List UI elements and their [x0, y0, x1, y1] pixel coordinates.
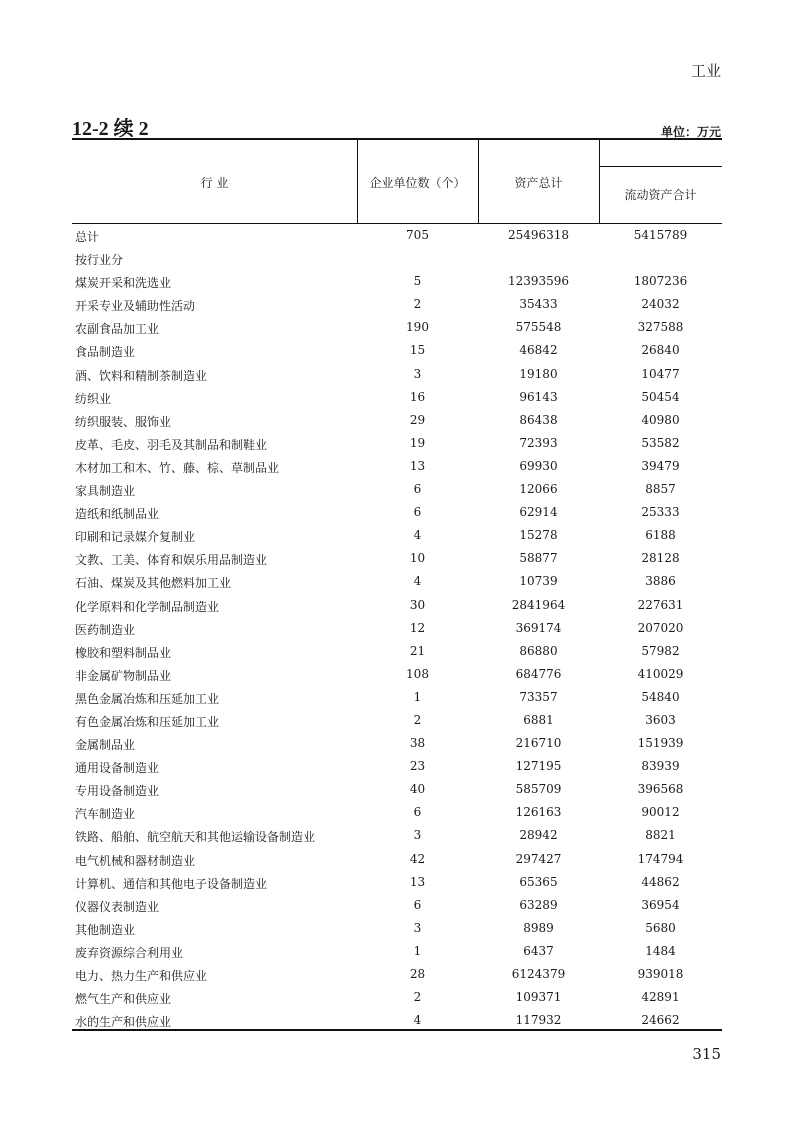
- row-current-assets: 44862: [641, 874, 680, 889]
- row-enterprise-units: 4: [413, 528, 422, 543]
- bottom-rule: [72, 1029, 722, 1031]
- row-current-assets: 8857: [645, 482, 676, 497]
- table-row: [72, 570, 722, 593]
- row-enterprise-units: 108: [406, 666, 429, 681]
- row-current-assets: 90012: [641, 805, 680, 820]
- row-industry: 食品制造业: [75, 345, 136, 360]
- table-row: [72, 709, 722, 732]
- row-total-assets: 216710: [515, 736, 562, 751]
- section-label: 工业: [690, 62, 721, 80]
- row-industry: 按行业分: [75, 253, 124, 268]
- table-row: [72, 732, 722, 755]
- row-total-assets: 117932: [515, 1013, 562, 1028]
- row-enterprise-units: 16: [409, 389, 426, 404]
- table-row: [72, 432, 722, 455]
- row-enterprise-units: 30: [409, 597, 426, 612]
- table-header: [72, 140, 722, 224]
- row-current-assets: 25333: [641, 505, 680, 520]
- table-row: [72, 663, 722, 686]
- table-row: [72, 778, 722, 801]
- table-row: [72, 594, 722, 617]
- row-enterprise-units: 190: [406, 320, 429, 335]
- table-row: [72, 524, 722, 547]
- row-industry: 化学原料和化学制品制造业: [75, 599, 220, 614]
- row-total-assets: 126163: [515, 805, 562, 820]
- row-enterprise-units: 28: [409, 967, 426, 981]
- table-row: [72, 247, 722, 270]
- header-current-label: 流动资产合计: [624, 188, 697, 202]
- header-units-label: 企业单位数（个）: [369, 176, 466, 190]
- row-enterprise-units: 1: [413, 689, 422, 704]
- row-enterprise-units: 6: [413, 897, 422, 912]
- row-enterprise-units: 12: [409, 620, 426, 635]
- row-current-assets: 83939: [641, 759, 680, 774]
- row-total-assets: 12393596: [507, 274, 570, 289]
- row-total-assets: 297427: [515, 851, 562, 866]
- row-current-assets: 40980: [641, 412, 680, 427]
- row-current-assets: 207020: [637, 620, 684, 635]
- row-enterprise-units: 13: [409, 874, 426, 889]
- row-enterprise-units: 21: [409, 643, 426, 658]
- row-industry: 印刷和记录媒介复制业: [75, 530, 196, 545]
- row-enterprise-units: 3: [413, 920, 422, 935]
- table-row: [72, 824, 722, 847]
- row-total-assets: 73357: [519, 689, 558, 704]
- row-industry: 燃气生产和供应业: [75, 992, 172, 1007]
- row-current-assets: 174794: [637, 851, 684, 866]
- row-industry: 黑色金属冶炼和压延加工业: [75, 691, 220, 706]
- table-row: [72, 455, 722, 478]
- row-total-assets: 6881: [523, 712, 554, 727]
- row-enterprise-units: 2: [413, 297, 422, 312]
- row-enterprise-units: 38: [409, 736, 426, 751]
- row-current-assets: 57982: [641, 643, 680, 658]
- row-total-assets: 127195: [515, 759, 562, 774]
- row-current-assets: 410029: [637, 666, 684, 681]
- row-total-assets: 28942: [519, 828, 558, 843]
- row-total-assets: 575548: [515, 320, 562, 335]
- row-enterprise-units: 4: [413, 1013, 422, 1028]
- table-row: [72, 293, 722, 316]
- row-enterprise-units: 3: [413, 366, 422, 381]
- row-enterprise-units: 705: [406, 228, 429, 242]
- page-number: 315: [692, 1045, 721, 1063]
- row-current-assets: 42891: [641, 990, 680, 1005]
- row-total-assets: 86880: [519, 643, 558, 658]
- header-assets-label: 资产总计: [514, 176, 563, 190]
- table-row: [72, 986, 722, 1009]
- table-row: [72, 894, 722, 917]
- row-current-assets: 8821: [645, 828, 676, 843]
- row-enterprise-units: 40: [409, 782, 426, 797]
- row-total-assets: 86438: [519, 412, 558, 427]
- row-current-assets: 5415789: [633, 228, 688, 242]
- row-current-assets: 54840: [641, 689, 680, 704]
- row-industry: 通用设备制造业: [75, 761, 160, 776]
- row-total-assets: 2841964: [511, 597, 566, 612]
- row-current-assets: 6188: [645, 528, 676, 543]
- table-row: [72, 363, 722, 386]
- row-total-assets: 109371: [515, 990, 562, 1005]
- row-current-assets: 10477: [641, 366, 680, 381]
- table-row: [72, 224, 722, 247]
- row-industry: 汽车制造业: [75, 807, 136, 822]
- row-current-assets: 151939: [637, 736, 684, 751]
- row-total-assets: 35433: [519, 297, 558, 312]
- table-row: [72, 501, 722, 524]
- table-row: [72, 917, 722, 940]
- header-enterprise-units: [357, 140, 479, 223]
- row-enterprise-units: 19: [409, 435, 426, 450]
- row-current-assets: 24032: [641, 297, 680, 312]
- row-current-assets: 50454: [641, 389, 680, 404]
- row-current-assets: 39479: [641, 458, 680, 473]
- row-total-assets: 12066: [519, 482, 558, 497]
- row-industry: 电力、热力生产和供应业: [75, 969, 208, 983]
- row-industry: 医药制造业: [75, 622, 136, 637]
- header-industry-label: 行 业: [200, 176, 229, 190]
- row-total-assets: 8989: [523, 920, 554, 935]
- row-industry: 其他制造业: [75, 922, 136, 937]
- table-row: [72, 547, 722, 570]
- row-current-assets: 1484: [645, 943, 676, 958]
- row-industry: 计算机、通信和其他电子设备制造业: [75, 876, 268, 891]
- row-enterprise-units: 1: [413, 943, 422, 958]
- header-current-assets: [599, 140, 722, 223]
- row-total-assets: 19180: [519, 366, 558, 381]
- row-enterprise-units: 42: [409, 851, 426, 866]
- row-enterprise-units: 2: [413, 712, 422, 727]
- row-industry: 纺织业: [75, 391, 112, 406]
- table-row: [72, 409, 722, 432]
- row-total-assets: 684776: [515, 666, 562, 681]
- row-industry: 铁路、船舶、航空航天和其他运输设备制造业: [75, 830, 316, 845]
- row-total-assets: 6437: [523, 943, 554, 958]
- row-enterprise-units: 3: [413, 828, 422, 843]
- row-industry: 皮革、毛皮、羽毛及其制品和制鞋业: [75, 437, 268, 452]
- row-industry: 橡胶和塑料制品业: [75, 645, 172, 660]
- row-industry: 石油、煤炭及其他燃料加工业: [75, 576, 232, 591]
- row-enterprise-units: 2: [413, 990, 422, 1005]
- row-industry: 专用设备制造业: [75, 784, 160, 799]
- row-enterprise-units: 15: [409, 343, 426, 358]
- row-current-assets: 26840: [641, 343, 680, 358]
- row-total-assets: 369174: [515, 620, 562, 635]
- table-row: [72, 755, 722, 778]
- row-industry: 纺织服装、服饰业: [75, 414, 172, 429]
- row-industry: 废弃资源综合利用业: [75, 945, 184, 960]
- row-enterprise-units: 5: [413, 274, 422, 289]
- row-total-assets: 46842: [519, 343, 558, 358]
- row-current-assets: 3886: [645, 574, 676, 589]
- row-industry: 有色金属冶炼和压延加工业: [75, 714, 220, 729]
- row-current-assets: 36954: [641, 897, 680, 912]
- row-total-assets: 6124379: [511, 967, 566, 981]
- row-enterprise-units: 6: [413, 482, 422, 497]
- row-total-assets: 62914: [519, 505, 558, 520]
- row-current-assets: 1807236: [633, 274, 688, 289]
- row-enterprise-units: 6: [413, 805, 422, 820]
- table-row: [72, 316, 722, 339]
- table-row: [72, 640, 722, 663]
- table-row: [72, 478, 722, 501]
- table-row: [72, 848, 722, 871]
- row-total-assets: 10739: [519, 574, 558, 589]
- row-industry: 酒、饮料和精制茶制造业: [75, 368, 208, 383]
- row-current-assets: 227631: [637, 597, 684, 612]
- row-enterprise-units: 6: [413, 505, 422, 520]
- row-enterprise-units: 29: [409, 412, 426, 427]
- row-industry: 非金属矿物制品业: [75, 668, 172, 683]
- table-row: [72, 871, 722, 894]
- row-industry: 木材加工和木、竹、藤、棕、草制品业: [75, 460, 280, 475]
- row-industry: 电气机械和器材制造业: [75, 853, 196, 868]
- row-enterprise-units: 4: [413, 574, 422, 589]
- row-total-assets: 65365: [519, 874, 558, 889]
- row-current-assets: 53582: [641, 435, 680, 450]
- row-total-assets: 96143: [519, 389, 558, 404]
- row-industry: 开采专业及辅助性活动: [75, 299, 196, 314]
- row-total-assets: 585709: [515, 782, 562, 797]
- table-row: [72, 686, 722, 709]
- table-row: [72, 617, 722, 640]
- header-industry: [72, 140, 358, 223]
- row-industry: 文教、工美、体育和娱乐用品制造业: [75, 553, 268, 568]
- header-subdivider: [599, 166, 722, 167]
- row-industry: 仪器仪表制造业: [75, 899, 160, 914]
- table-row: [72, 801, 722, 824]
- unit-label: 单位：万元: [660, 125, 721, 139]
- header-total-assets: [478, 140, 600, 223]
- table-row: [72, 270, 722, 293]
- row-enterprise-units: 10: [409, 551, 426, 566]
- row-total-assets: 15278: [519, 528, 558, 543]
- table-row: [72, 963, 722, 986]
- row-industry: 金属制品业: [75, 738, 136, 753]
- row-enterprise-units: 13: [409, 458, 426, 473]
- row-total-assets: 69930: [519, 458, 558, 473]
- row-current-assets: 5680: [645, 920, 676, 935]
- row-industry: 水的生产和供应业: [75, 1015, 172, 1030]
- row-current-assets: 3603: [645, 712, 676, 727]
- row-industry: 农副食品加工业: [75, 322, 160, 337]
- row-current-assets: 939018: [637, 967, 684, 981]
- row-total-assets: 25496318: [507, 228, 570, 242]
- table-row: [72, 386, 722, 409]
- row-industry: 煤炭开采和洗选业: [75, 276, 172, 291]
- row-current-assets: 396568: [637, 782, 684, 797]
- table-row: [72, 339, 722, 362]
- row-enterprise-units: 23: [409, 759, 426, 774]
- table-body: [72, 224, 722, 1032]
- row-total-assets: 72393: [519, 435, 558, 450]
- table-title: 12-2 续 2: [72, 118, 149, 140]
- row-current-assets: 24662: [641, 1013, 680, 1028]
- row-industry: 造纸和纸制品业: [75, 507, 160, 522]
- row-total-assets: 63289: [519, 897, 558, 912]
- row-total-assets: 58877: [519, 551, 558, 566]
- row-current-assets: 28128: [641, 551, 680, 566]
- table-row: [72, 940, 722, 963]
- row-current-assets: 327588: [637, 320, 684, 335]
- row-industry: 总计: [75, 230, 100, 244]
- row-industry: 家具制造业: [75, 484, 136, 499]
